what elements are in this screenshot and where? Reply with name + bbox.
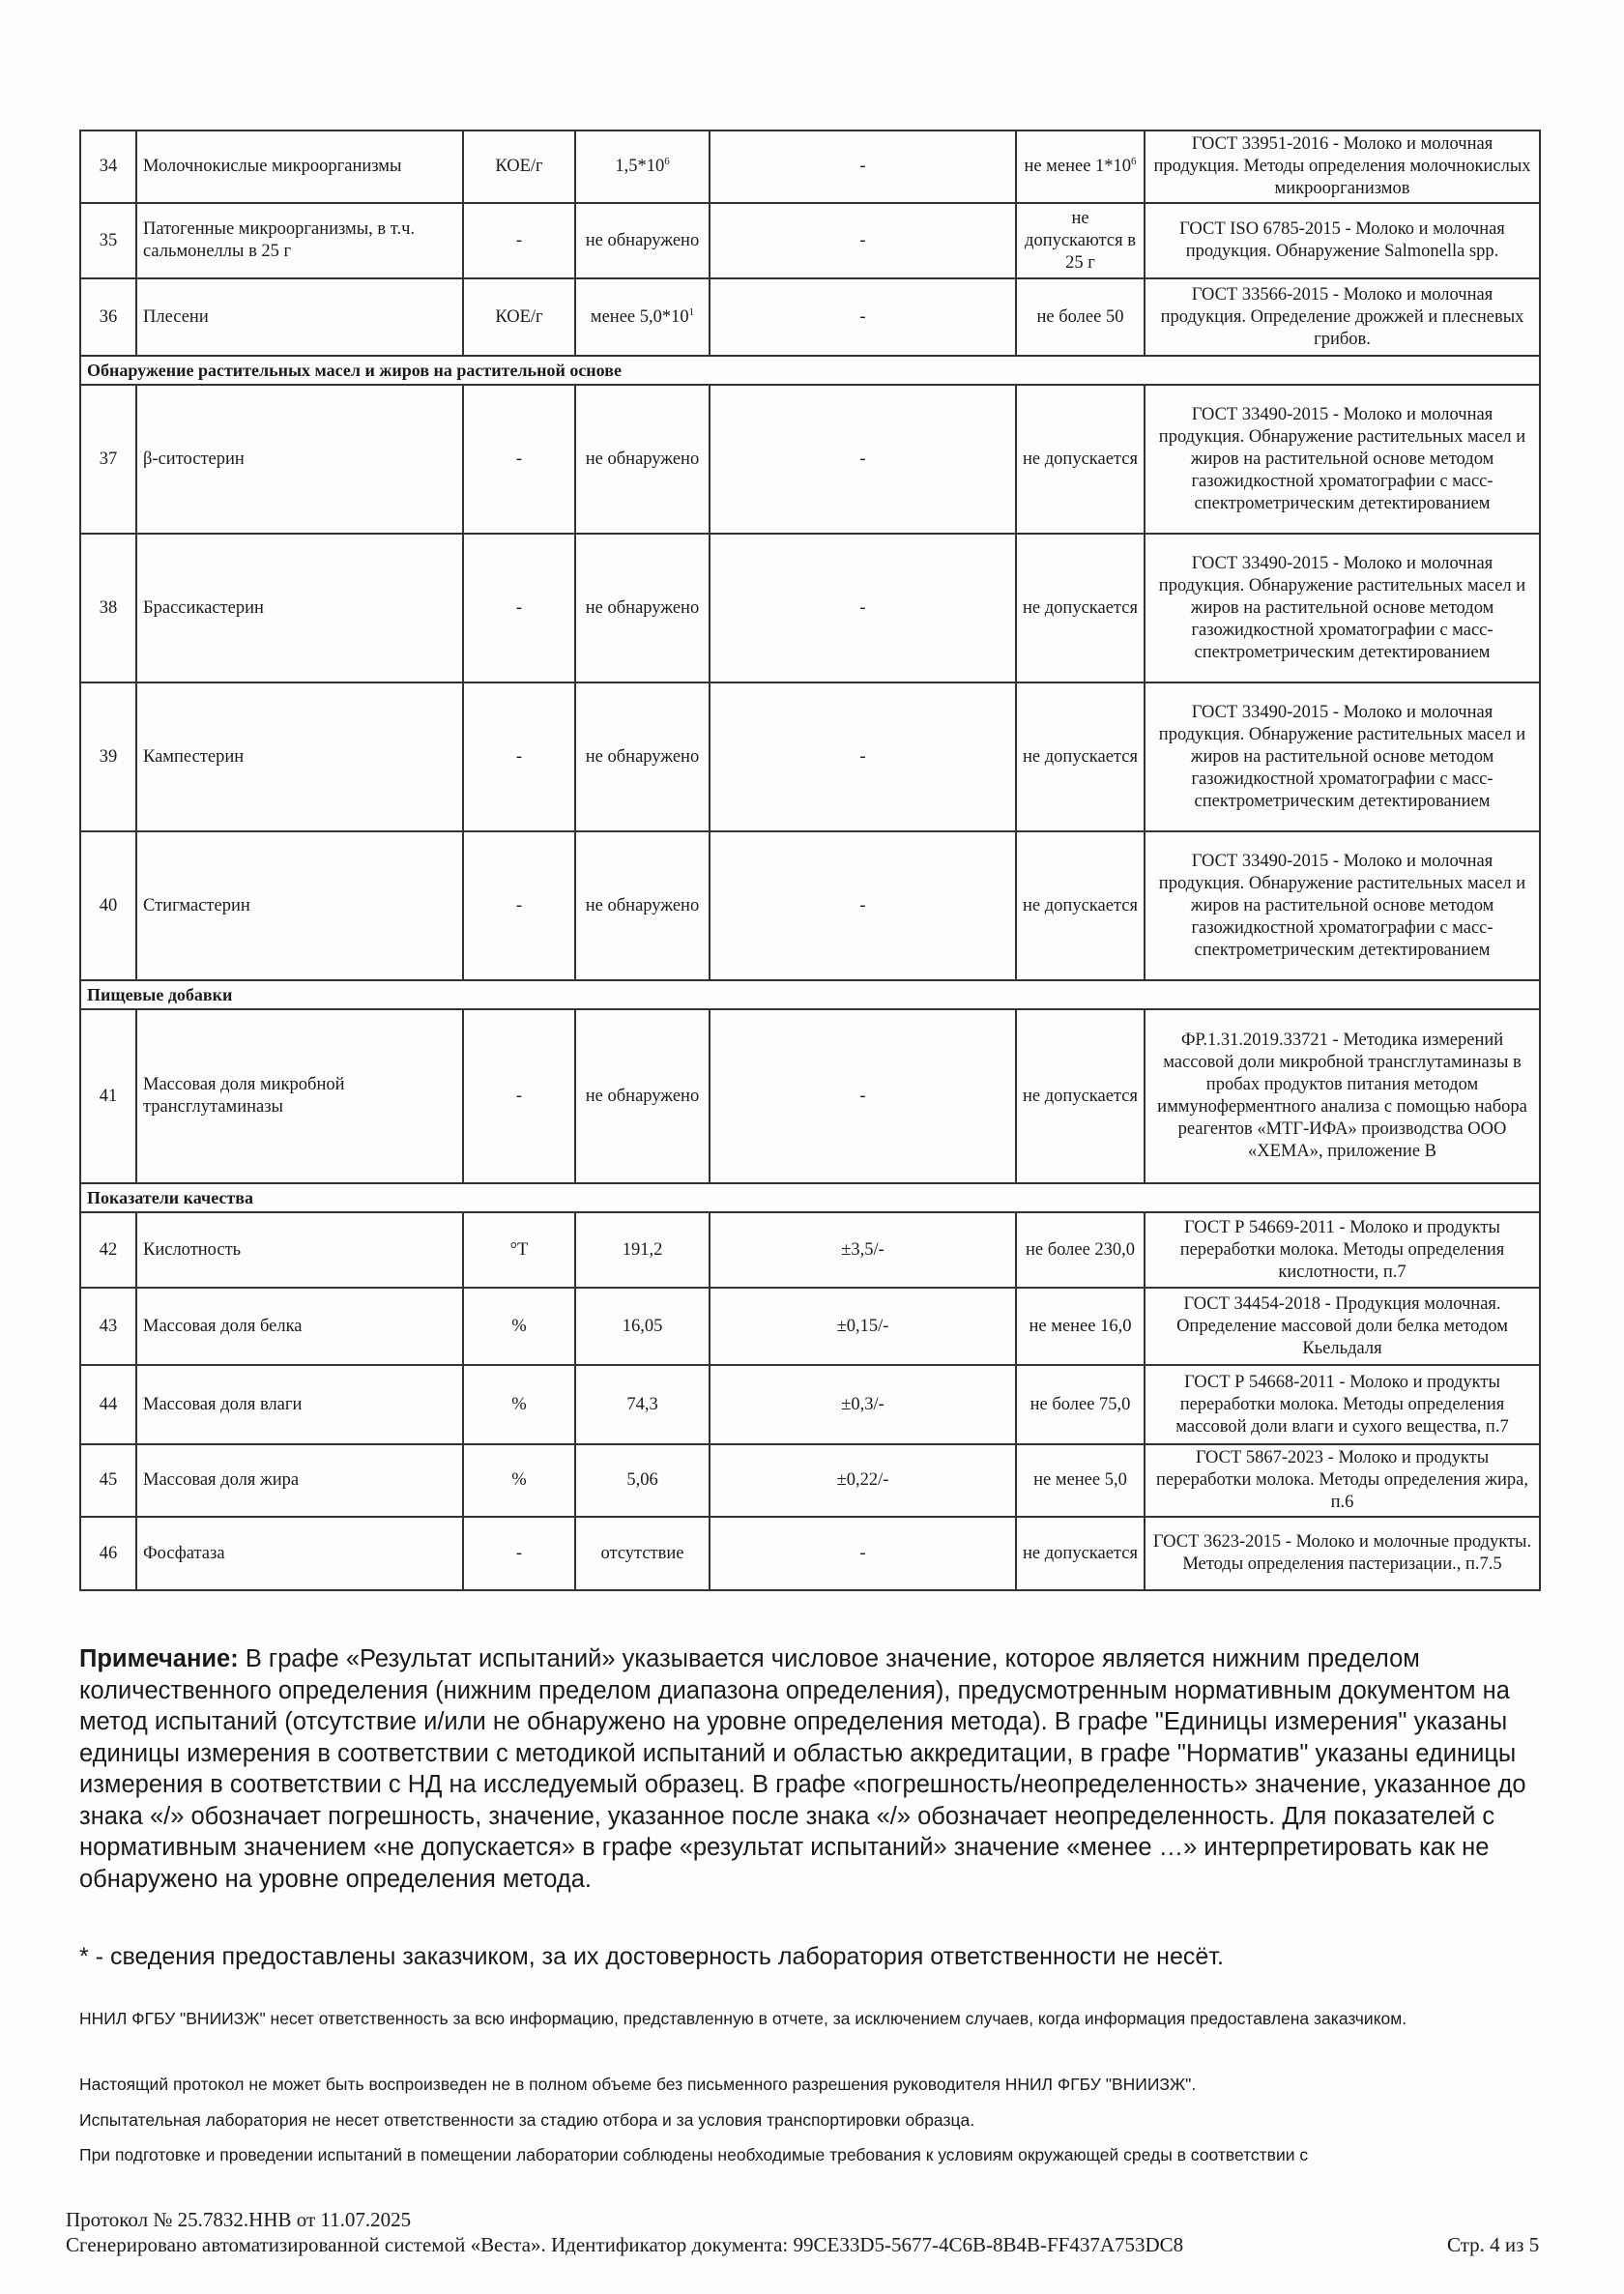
table-row bbox=[80, 131, 1540, 203]
row-number bbox=[80, 1009, 136, 1183]
result-text: 16,05 bbox=[622, 1316, 663, 1336]
row-number bbox=[80, 1517, 136, 1590]
note-text: В графе «Результат испытаний» указывается числовое значение, которое является нижним пределом количественного определения (нижним пределом диапазона определения), предусмотренным нормативным документом на метод испытаний (отсутствие и/или не обнаружено на уровне определения метода). В графе "Единицы измерения" указаны единицы измерения в соответствии с методикой испытаний и областью аккредитации, в графе "Норматив" указаны единицы измерения в соответствии с НД на исследуемый образец. В графе «погрешность/неопределенность» значение, указанное до знака «/» обозначает погрешность, значение, указанное после знака «/» обозначает неопределенность. Для показателей с нормативным значением «не допускается» в графе «результат испытаний» значение «менее …» интерпретировать как не обнаружено на уровне определения метода. bbox=[79, 1645, 1526, 1893]
section-header-row bbox=[80, 980, 1540, 1009]
exponent: 1 bbox=[688, 305, 695, 318]
unit-text: КОЕ/г bbox=[495, 306, 543, 327]
result bbox=[575, 1009, 710, 1183]
unit bbox=[463, 1444, 575, 1517]
section-title: Пищевые добавки bbox=[80, 980, 1540, 1009]
indicator-name bbox=[136, 682, 463, 831]
unit-text: - bbox=[515, 746, 523, 767]
test-method-text: ГОСТ 33490-2015 - Молоко и молочная продукция. Обнаружение растительных масел и жиров на растительной основе методом газожидкостной хроматографии с масс-спектрометрическим детектированием bbox=[1158, 553, 1526, 662]
norm bbox=[1016, 534, 1145, 682]
norm bbox=[1016, 1365, 1145, 1444]
result bbox=[575, 682, 710, 831]
page-number: Стр. 4 из 5 bbox=[1447, 2233, 1540, 2256]
test-method bbox=[1145, 278, 1540, 356]
row-number bbox=[80, 385, 136, 534]
result bbox=[575, 385, 710, 534]
table-row bbox=[80, 682, 1540, 831]
result-text: не обнаружено bbox=[585, 230, 700, 250]
test-method bbox=[1145, 1288, 1540, 1365]
unit bbox=[463, 131, 575, 203]
table-row bbox=[80, 203, 1540, 278]
indicator-name bbox=[136, 278, 463, 356]
result-text: отсутствие bbox=[600, 1543, 684, 1563]
indicator-name-text: Кислотность bbox=[143, 1239, 242, 1260]
unit-text: КОЕ/г bbox=[495, 157, 543, 176]
test-method bbox=[1145, 1009, 1540, 1183]
row-number-text: 43 bbox=[99, 1316, 118, 1336]
norm-text: не допускаются в 25 г bbox=[1025, 208, 1136, 273]
test-method bbox=[1145, 1444, 1540, 1517]
table-row bbox=[80, 385, 1540, 534]
unit bbox=[463, 1009, 575, 1183]
unit-text: % bbox=[511, 1394, 527, 1414]
uncertainty-text: ±3,5/- bbox=[841, 1239, 884, 1260]
norm-text: не более 50 bbox=[1036, 306, 1124, 327]
table-row bbox=[80, 1444, 1540, 1517]
uncertainty bbox=[710, 203, 1016, 278]
indicator-name bbox=[136, 385, 463, 534]
uncertainty bbox=[710, 1009, 1016, 1183]
uncertainty bbox=[710, 1517, 1016, 1590]
norm-text: не допускается bbox=[1023, 895, 1138, 915]
disclaimer: Настоящий протокол не может быть воспроизведен не в полном объеме без письменного разрешения руководителя ННИЛ ФГБУ "ВНИИЗЖ". bbox=[79, 2075, 1197, 2094]
indicator-name-text: Массовая доля белка bbox=[143, 1316, 303, 1336]
indicator-name-text: Молочнокислые микроорганизмы bbox=[143, 157, 402, 176]
result-text: 1,5*10 bbox=[615, 157, 665, 176]
indicator-name-text: Массовая доля влаги bbox=[143, 1394, 303, 1414]
disclaimer: ННИЛ ФГБУ "ВНИИЗЖ" несет ответственность за всю информацию, представленную в отчете, за исключением случаев, когда информация предоставлена заказчиком. bbox=[79, 2009, 1407, 2028]
test-method-text: ГОСТ 34454-2018 - Продукция молочная. Определение массовой доли белка методом Кьельдаля bbox=[1176, 1293, 1508, 1358]
test-method bbox=[1145, 385, 1540, 534]
result-text: 74,3 bbox=[626, 1394, 658, 1414]
unit-text: - bbox=[515, 230, 523, 250]
table-row bbox=[80, 534, 1540, 682]
result-text: не обнаружено bbox=[585, 597, 700, 618]
norm-text: не допускается bbox=[1023, 1543, 1138, 1563]
row-number-text: 38 bbox=[99, 597, 118, 618]
test-method-text: ГОСТ 33490-2015 - Молоко и молочная продукция. Обнаружение растительных масел и жиров на растительной основе методом газожидкостной хроматографии с масс-спектрометрическим детектированием bbox=[1158, 851, 1526, 960]
indicator-name-text: Фосфатаза bbox=[143, 1543, 225, 1563]
norm bbox=[1016, 1517, 1145, 1590]
norm bbox=[1016, 131, 1145, 203]
uncertainty-text: - bbox=[859, 230, 866, 250]
row-number-text: 42 bbox=[99, 1239, 118, 1260]
disclaimer: При подготовке и проведении испытаний в помещении лаборатории соблюдены необходимые требования к условиям окружающей среды в соответствии с bbox=[79, 2145, 1309, 2164]
section-header-row bbox=[80, 1183, 1540, 1212]
table-row bbox=[80, 278, 1540, 356]
exponent: 6 bbox=[664, 155, 670, 167]
row-number-text: 45 bbox=[99, 1470, 118, 1490]
table-row bbox=[80, 1517, 1540, 1590]
section-header-row bbox=[80, 356, 1540, 385]
uncertainty-text: - bbox=[859, 306, 866, 327]
row-number-text: 36 bbox=[99, 306, 118, 327]
indicator-name bbox=[136, 831, 463, 980]
uncertainty bbox=[710, 278, 1016, 356]
result-text: не обнаружено bbox=[585, 449, 700, 469]
uncertainty bbox=[710, 682, 1016, 831]
row-number-text: 34 bbox=[99, 157, 118, 176]
norm-text: не допускается bbox=[1023, 449, 1138, 469]
result bbox=[575, 131, 710, 203]
norm bbox=[1016, 831, 1145, 980]
test-method bbox=[1145, 682, 1540, 831]
norm bbox=[1016, 1009, 1145, 1183]
indicator-name-text: Патогенные микроорганизмы, в т.ч. сальмонеллы в 25 г bbox=[143, 219, 416, 261]
row-number bbox=[80, 278, 136, 356]
row-number-text: 35 bbox=[99, 230, 118, 250]
indicator-name bbox=[136, 1288, 463, 1365]
norm bbox=[1016, 385, 1145, 534]
indicator-name-text: Брассикастерин bbox=[143, 597, 264, 618]
footnote: * - сведения предоставлены заказчиком, за их достоверность лаборатория ответственности не несёт. bbox=[79, 1943, 1224, 1970]
test-method-text: ГОСТ Р 54669-2011 - Молоко и продукты переработки молока. Методы определения кислотности, п.7 bbox=[1179, 1217, 1505, 1282]
indicator-name-text: Плесени bbox=[143, 306, 209, 327]
uncertainty bbox=[710, 1444, 1016, 1517]
row-number bbox=[80, 831, 136, 980]
result bbox=[575, 1517, 710, 1590]
indicator-name-text: Массовая доля микробной трансглутаминазы bbox=[143, 1075, 345, 1117]
test-method-text: ГОСТ Р 54668-2011 - Молоко и продукты переработки молока. Методы определения массовой доли влаги и сухого вещества, п.7 bbox=[1175, 1372, 1509, 1437]
table-row bbox=[80, 1365, 1540, 1444]
result bbox=[575, 1288, 710, 1365]
norm-text: не более 75,0 bbox=[1030, 1394, 1131, 1414]
unit bbox=[463, 1517, 575, 1590]
norm-text: не менее 16,0 bbox=[1029, 1316, 1132, 1336]
row-number bbox=[80, 534, 136, 682]
indicator-name-text: Стигмастерин bbox=[143, 895, 250, 915]
row-number-text: 41 bbox=[99, 1086, 118, 1106]
indicator-name bbox=[136, 1009, 463, 1183]
uncertainty bbox=[710, 385, 1016, 534]
indicator-name bbox=[136, 1517, 463, 1590]
uncertainty bbox=[710, 1288, 1016, 1365]
norm bbox=[1016, 1212, 1145, 1288]
unit-text: °Т bbox=[509, 1239, 529, 1260]
result bbox=[575, 831, 710, 980]
uncertainty bbox=[710, 831, 1016, 980]
uncertainty bbox=[710, 131, 1016, 203]
unit bbox=[463, 203, 575, 278]
section-title: Обнаружение растительных масел и жиров на растительной основе bbox=[80, 356, 1540, 385]
test-method bbox=[1145, 831, 1540, 980]
test-method bbox=[1145, 1365, 1540, 1444]
unit-text: - bbox=[515, 449, 523, 469]
indicator-name bbox=[136, 203, 463, 278]
indicator-name bbox=[136, 534, 463, 682]
result bbox=[575, 1212, 710, 1288]
test-method bbox=[1145, 131, 1540, 203]
row-number bbox=[80, 1288, 136, 1365]
unit-text: % bbox=[511, 1470, 527, 1490]
indicator-name bbox=[136, 1212, 463, 1288]
result bbox=[575, 1365, 710, 1444]
disclaimer: Испытательная лаборатория не несет ответственности за стадию отбора и за условия транспортировки образца. bbox=[79, 2110, 975, 2130]
uncertainty-text: ±0,3/- bbox=[841, 1394, 884, 1414]
uncertainty bbox=[710, 534, 1016, 682]
indicator-name-text: Массовая доля жира bbox=[143, 1470, 300, 1490]
test-method-text: ГОСТ ISO 6785-2015 - Молоко и молочная продукция. Обнаружение Salmonella spp. bbox=[1179, 219, 1505, 261]
norm-text: не менее 1*10 bbox=[1024, 157, 1132, 176]
section-title: Показатели качества bbox=[80, 1183, 1540, 1212]
norm bbox=[1016, 1444, 1145, 1517]
unit bbox=[463, 278, 575, 356]
norm bbox=[1016, 1288, 1145, 1365]
result-text: менее 5,0*10 bbox=[590, 306, 689, 327]
test-method-text: ГОСТ 5867-2023 - Молоко и продукты переработки молока. Методы определения жира, п.6 bbox=[1156, 1448, 1528, 1512]
norm-text: не более 230,0 bbox=[1025, 1239, 1136, 1260]
norm-text: не допускается bbox=[1023, 746, 1138, 767]
exponent: 6 bbox=[1131, 155, 1137, 167]
test-method bbox=[1145, 534, 1540, 682]
indicator-name-text: Кампестерин bbox=[143, 746, 245, 767]
result bbox=[575, 1444, 710, 1517]
indicator-name bbox=[136, 1365, 463, 1444]
uncertainty-text: - bbox=[859, 597, 866, 618]
unit bbox=[463, 682, 575, 831]
note-label: Примечание: bbox=[79, 1645, 239, 1672]
result-text: не обнаружено bbox=[585, 895, 700, 915]
uncertainty-text: - bbox=[859, 1543, 866, 1563]
uncertainty-text: - bbox=[859, 1086, 866, 1106]
indicator-name bbox=[136, 1444, 463, 1517]
norm-text: не допускается bbox=[1023, 1086, 1138, 1106]
unit-text: - bbox=[515, 597, 523, 618]
unit bbox=[463, 1365, 575, 1444]
row-number-text: 37 bbox=[99, 449, 118, 469]
test-method-text: ГОСТ 33566-2015 - Молоко и молочная продукция. Определение дрожжей и плесневых грибов. bbox=[1160, 284, 1524, 349]
unit-text: % bbox=[511, 1316, 527, 1336]
uncertainty bbox=[710, 1365, 1016, 1444]
row-number bbox=[80, 131, 136, 203]
unit bbox=[463, 831, 575, 980]
row-number-text: 39 bbox=[99, 746, 118, 767]
table-row bbox=[80, 1288, 1540, 1365]
norm-text: не менее 5,0 bbox=[1033, 1470, 1127, 1490]
test-method-text: ГОСТ 33490-2015 - Молоко и молочная продукция. Обнаружение растительных масел и жиров на растительной основе методом газожидкостной хроматографии с масс-спектрометрическим детектированием bbox=[1158, 404, 1526, 513]
test-method bbox=[1145, 1517, 1540, 1590]
result bbox=[575, 534, 710, 682]
table-row bbox=[80, 831, 1540, 980]
row-number bbox=[80, 203, 136, 278]
uncertainty-text: - bbox=[859, 449, 866, 469]
result-text: 5,06 bbox=[626, 1470, 658, 1490]
row-number bbox=[80, 682, 136, 831]
unit-text: - bbox=[515, 895, 523, 915]
uncertainty-text: - bbox=[859, 157, 866, 176]
results-table bbox=[79, 130, 1541, 1591]
unit bbox=[463, 385, 575, 534]
unit-text: - bbox=[515, 1086, 523, 1106]
result bbox=[575, 203, 710, 278]
result-text: не обнаружено bbox=[585, 1086, 700, 1106]
uncertainty-text: ±0,22/- bbox=[836, 1470, 889, 1490]
test-method-text: ГОСТ 3623-2015 - Молоко и молочные продукты. Методы определения пастеризации., п.7.5 bbox=[1152, 1532, 1532, 1574]
norm bbox=[1016, 682, 1145, 831]
row-number-text: 44 bbox=[99, 1394, 118, 1414]
test-method-text: ФР.1.31.2019.33721 - Методика измерений массовой доли микробной трансглутаминазы в пробах продуктов питания методом иммуноферментного анализа с помощью набора реагентов «МТГ-ИФА» производства ООО «ХЕМА», приложение В bbox=[1157, 1031, 1527, 1161]
unit bbox=[463, 1212, 575, 1288]
unit bbox=[463, 1288, 575, 1365]
row-number-text: 40 bbox=[99, 895, 118, 915]
uncertainty-text: - bbox=[859, 746, 866, 767]
table-row bbox=[80, 1009, 1540, 1183]
table-row bbox=[80, 1212, 1540, 1288]
row-number-text: 46 bbox=[99, 1543, 118, 1563]
uncertainty-text: ±0,15/- bbox=[836, 1316, 889, 1336]
indicator-name-text: β-ситостерин bbox=[143, 449, 245, 469]
result bbox=[575, 278, 710, 356]
note-paragraph bbox=[79, 1643, 1539, 1895]
unit bbox=[463, 534, 575, 682]
protocol-number: Протокол № 25.7832.ННВ от 11.07.2025 bbox=[66, 2208, 412, 2231]
result-text: не обнаружено bbox=[585, 746, 700, 767]
uncertainty bbox=[710, 1212, 1016, 1288]
row-number bbox=[80, 1212, 136, 1288]
row-number bbox=[80, 1444, 136, 1517]
test-method bbox=[1145, 1212, 1540, 1288]
norm bbox=[1016, 203, 1145, 278]
row-number bbox=[80, 1365, 136, 1444]
test-method-text: ГОСТ 33951-2016 - Молоко и молочная продукция. Методы определения молочнокислых микроорганизмов bbox=[1153, 134, 1531, 198]
test-method bbox=[1145, 203, 1540, 278]
uncertainty-text: - bbox=[859, 895, 866, 915]
test-method-text: ГОСТ 33490-2015 - Молоко и молочная продукция. Обнаружение растительных масел и жиров на растительной основе методом газожидкостной хроматографии с масс-спектрометрическим детектированием bbox=[1158, 702, 1526, 811]
norm-text: не допускается bbox=[1023, 597, 1138, 618]
unit-text: - bbox=[515, 1543, 523, 1563]
result-text: 191,2 bbox=[622, 1239, 663, 1260]
indicator-name bbox=[136, 131, 463, 203]
generated-by: Сгенерировано автоматизированной системой «Веста». Идентификатор документа: 99CE33D5-5677-4C6B-8B4B-FF437A753DC8 bbox=[66, 2233, 1184, 2256]
norm bbox=[1016, 278, 1145, 356]
